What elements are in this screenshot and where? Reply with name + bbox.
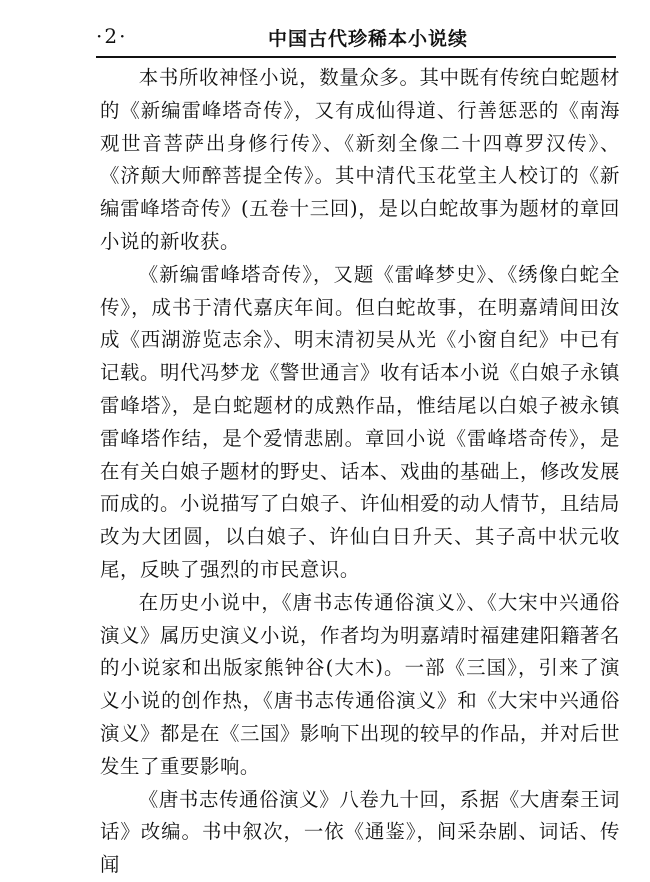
paragraph: 本书所收神怪小说，数量众多。其中既有传统白蛇题材的《新编雷峰塔奇传》，又有成仙得道、行善惩恶的《南海观世音菩萨出身修行传》、《新刻全像二十四尊罗汉传》、《济颠大师醉菩提全传》。其中清代玉花堂主人校订的《新编雷峰塔奇传》(五卷十三回)，是以白蛇故事为题材的章回小说的新收获。	[100, 66, 620, 253]
body-text	[100, 62, 620, 882]
paragraph: 在历史小说中，《唐书志传通俗演义》、《大宋中兴通俗演义》属历史演义小说，作者均为明嘉靖时福建建阳籍著名的小说家和出版家熊钟谷(大木)。一部《三国》，引来了演义小说的创作热，《唐书志传通俗演义》和《大宋中兴通俗演义》都是在《三国》影响下出现的较早的作品，并对后世发生了重要影响。	[100, 590, 620, 778]
paragraph: 《新编雷峰塔奇传》，又题《雷峰梦史》、《绣像白蛇全传》，成书于清代嘉庆年间。但白蛇故事，在明嘉靖间田汝成《西湖游览志余》、明末清初吴从光《小窗自纪》中已有记载。明代冯梦龙《警世通言》收有话本小说《白娘子永镇雷峰塔》，是白蛇题材的成熟作品，惟结尾以白娘子被永镇雷峰塔作结，是个爱情悲剧。章回小说《雷峰塔奇传》，是在有关白娘子题材的野史、话本、戏曲的基础上，修改发展而成的。小说描写了白娘子、许仙相爱的动人情节，且结局改为大团圆，以白娘子、许仙白日升天、其子高中状元收尾，反映了强烈的市民意识。	[100, 262, 620, 581]
header-rule	[96, 56, 616, 58]
paragraph: 《唐书志传通俗演义》八卷九十回，系据《大唐秦王词话》改编。书中叙次，一依《通鉴》，间采杂剧、词话、传闻	[100, 787, 620, 877]
page-header	[96, 18, 616, 58]
page-number: ·2·	[96, 24, 128, 48]
running-title: 中国古代珍稀本小说续	[268, 28, 469, 50]
